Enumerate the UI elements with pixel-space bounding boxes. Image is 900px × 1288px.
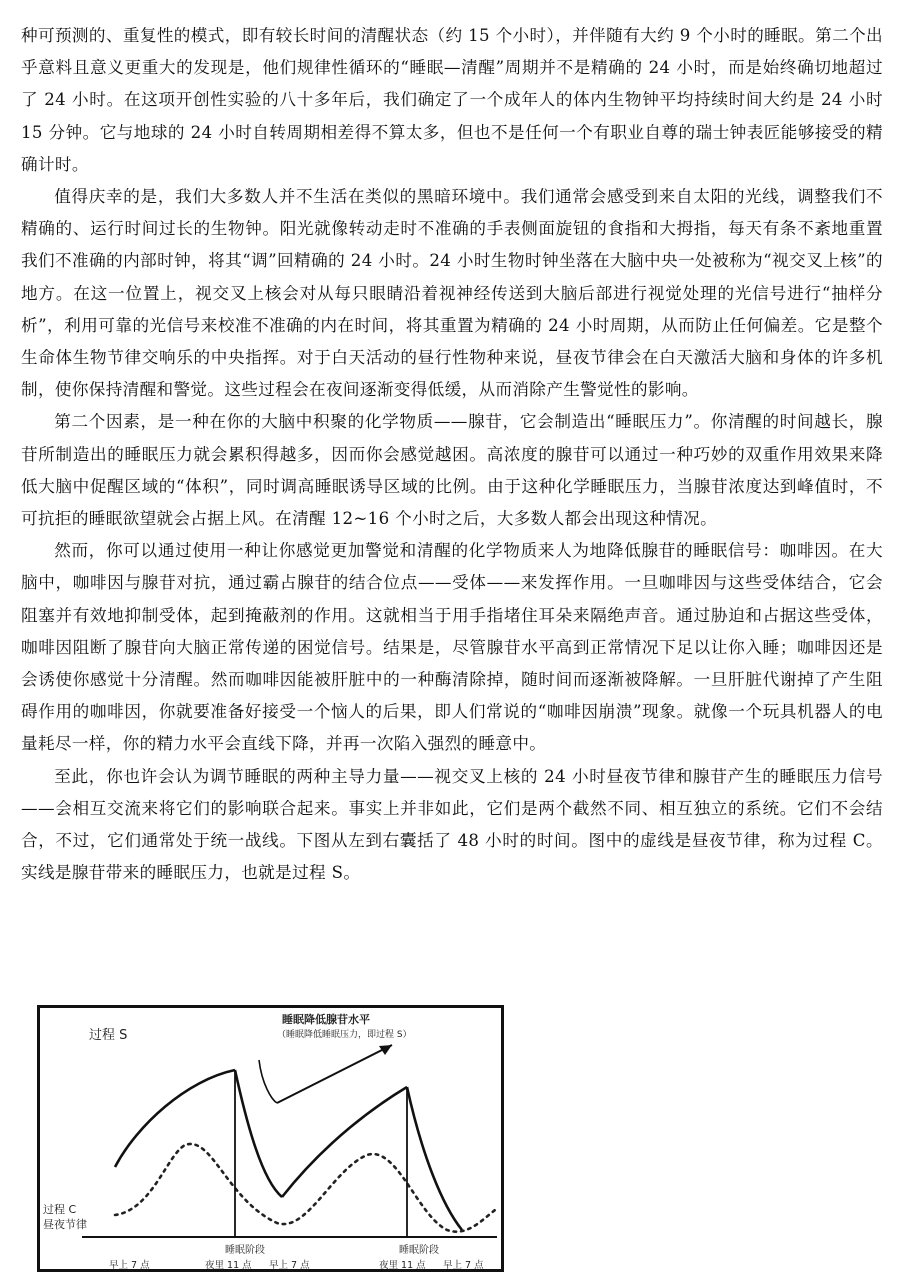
- sleep-regulation-figure: [37, 1005, 504, 1272]
- time-label-3: 早上 7 点: [269, 1260, 310, 1271]
- time-label-5: 早上 7 点: [443, 1260, 484, 1271]
- sleep-figure-svg: [37, 1005, 504, 1272]
- time-label-4: 夜里 11 点: [379, 1260, 426, 1271]
- annotation-title: 睡眠降低腺苷水平: [282, 1013, 370, 1026]
- paragraph-2: 值得庆幸的是，我们大多数人并不生活在类似的黑暗环境中。我们通常会感受到来自太阳的光线，调整我们不精确的、运行时间过长的生物钟。阳光就像转动走时不准确的手表侧面旋钮的食指和大拇指，每天有条不紊地重置我们不准确的内部时钟，将其“调”回精确的 24 小时。24 小时生物时钟坐落在大脑中央一处被称为“视交叉上核”的地方。在这一位置上，视交叉上核会对从每只眼睛沿着视神经传送到大脑后部进行视觉处理的光信号进行“抽样分析”，利用可靠的光信号来校准不准确的内在时间，将其重置为精确的 24 小时周期，从而防止任何偏差。它是整个生命体生物节律交响乐的中央指挥。对于白天活动的昼行性物种来说，昼夜节律会在白天激活大脑和身体的许多机制，使你保持清醒和警觉。这些过程会在夜间逐渐变得低缓，从而消除产生警觉性的影响。: [21, 187, 883, 400]
- process-c-label: 过程 C: [43, 1203, 77, 1216]
- sleep-phase-label-2: 睡眠阶段: [399, 1245, 439, 1256]
- paragraph-1: 种可预测的、重复性的模式，即有较长时间的清醒状态（约 15 个小时），并伴随有大约 9 个小时的睡眠。第二个出乎意料且意义更重大的发现是，他们规律性循环的“睡眠—清醒”周期并不是精确的 24 小时，而是始终确切地超过了 24 小时。在这项开创性实验的八十多年后，我们确定了一个成年人的体内生物钟平均持续时间大约是 24 小时 15 分钟。它与地球的 24 小时自转周期相差得不算太多，但也不是任何一个有职业自尊的瑞士钟表匠能够接受的精确计时。: [21, 26, 883, 174]
- time-label-1: 早上 7 点: [109, 1260, 150, 1271]
- process-s-label: 过程 S: [89, 1028, 128, 1043]
- circadian-label: 昼夜节律: [43, 1218, 87, 1231]
- paragraph-4: 然而，你可以通过使用一种让你感觉更加警觉和清醒的化学物质来人为地降低腺苷的睡眠信号：咖啡因。在大脑中，咖啡因与腺苷对抗，通过霸占腺苷的结合位点——受体——来发挥作用。一旦咖啡因与这些受体结合，它会阻塞并有效地抑制受体，起到掩蔽剂的作用。这就相当于用手指堵住耳朵来隔绝声音。通过胁迫和占据这些受体，咖啡因阻断了腺苷向大脑正常传递的困觉信号。结果是，尽管腺苷水平高到正常情况下足以让你入睡；咖啡因还是会诱使你感觉十分清醒。然而咖啡因能被肝脏中的一种酶清除掉，随时间而逐渐被降解。一旦肝脏代谢掉了产生阻碍作用的咖啡因，你就要准备好接受一个恼人的后果，即人们常说的“咖啡因崩溃”现象。就像一个玩具机器人的电量耗尽一样，你的精力水平会直线下降，并再一次陷入强烈的睡意中。: [21, 541, 883, 754]
- time-label-2: 夜里 11 点: [205, 1260, 252, 1271]
- annotation-subtitle: （睡眠降低睡眠压力，即过程 S）: [277, 1030, 412, 1040]
- document-page: [21, 20, 883, 889]
- sleep-phase-label-1: 睡眠阶段: [225, 1245, 265, 1256]
- paragraph-5: 至此，你也许会认为调节睡眠的两种主导力量——视交叉上核的 24 小时昼夜节律和腺苷产生的睡眠压力信号——会相互交流来将它们的影响联合起来。事实上并非如此，它们是两个截然不同、相互独立的系统。它们不会结合，不过，它们通常处于统一战线。下图从左到右囊括了 48 小时的时间。图中的虚线是昼夜节律，称为过程 C。实线是腺苷带来的睡眠压力，也就是过程 S。: [21, 766, 883, 883]
- figure-frame: [39, 1007, 503, 1271]
- paragraph-3: 第二个因素，是一种在你的大脑中积聚的化学物质——腺苷，它会制造出“睡眠压力”。你清醒的时间越长，腺苷所制造出的睡眠压力就会累积得越多，因而你会感觉越困。高浓度的腺苷可以通过一种巧妙的双重作用效果来降低大脑中促醒区域的“体积”，同时调高睡眠诱导区域的比例。由于这种化学睡眠压力，当腺苷浓度达到峰值时，不可抗拒的睡眠欲望就会占据上风。在清醒 12~16 个小时之后，大多数人都会出现这种情况。: [21, 412, 883, 529]
